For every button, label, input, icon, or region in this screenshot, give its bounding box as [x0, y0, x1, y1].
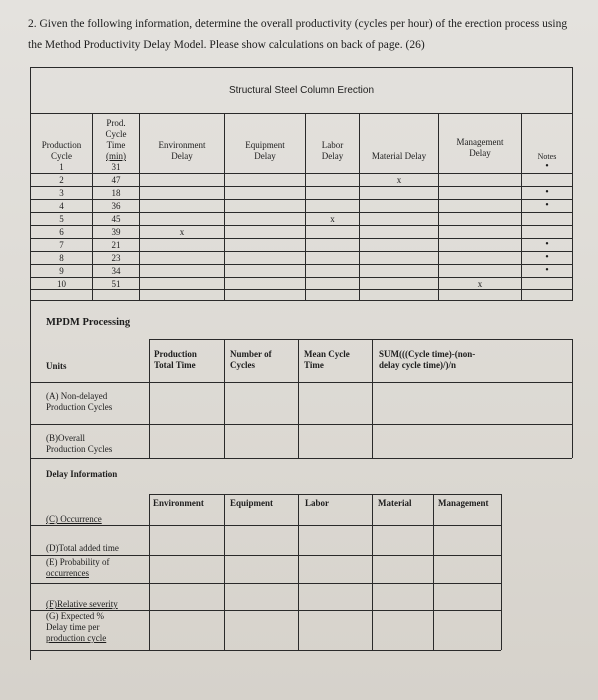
header-text: Production: [41, 140, 82, 150]
table-bottom-line: [30, 300, 573, 301]
mpdm-col-line: [372, 339, 373, 458]
mpdm-row-line: [30, 382, 572, 383]
cycle-time-cell: 45: [111, 214, 121, 224]
delay-header-environment: Environment: [153, 498, 204, 508]
header-text: Production: [154, 349, 197, 359]
header-text: Mean Cycle: [304, 349, 350, 359]
row-d-label: (D)Total added time: [46, 543, 119, 553]
header-equipment: [225, 140, 305, 162]
mpdm-header-sum: [379, 349, 475, 371]
cycle-number-cell: 9: [59, 266, 64, 276]
mpdm-header-top: [149, 339, 572, 340]
header-text: Delay: [469, 148, 491, 158]
delay-row-line: [30, 525, 501, 526]
delay-col-line: [298, 494, 299, 650]
label-text: Production Cycles: [46, 444, 113, 454]
management-delay-cell: x: [477, 279, 483, 289]
cycle-time-cell: 39: [111, 227, 121, 237]
cycle-time-cell: 31: [111, 162, 121, 172]
row-e-label: [46, 557, 110, 579]
cycle-time-cell: 21: [111, 240, 121, 250]
header-text: Environment: [158, 140, 206, 150]
table-top-border: [30, 67, 573, 68]
header-management: [439, 137, 521, 159]
mpdm-col-line: [149, 339, 150, 458]
question-text: 2. Given the following information, determine the overall productivity (cycles per hour) of the erection process using the Method Productivity Delay Model. Please show calculations on back of page. (26): [28, 18, 568, 51]
cycle-time-cell: 51: [111, 279, 121, 289]
header-material: [360, 151, 438, 162]
header-text: Cycle: [51, 151, 72, 161]
material-delay-cell: x: [396, 175, 402, 185]
row-a-label: [46, 391, 112, 413]
cycle-time-cell: 23: [111, 253, 121, 263]
cycle-time-cell: 47: [111, 175, 121, 185]
delay-header-labor: Labor: [305, 498, 330, 508]
cycle-number-cell: 3: [59, 188, 64, 198]
cycle-number-cell: 5: [59, 214, 64, 224]
mpdm-title: MPDM Processing: [46, 317, 131, 328]
label-text: production cycle: [46, 633, 107, 643]
header-text: Total Time: [154, 360, 196, 370]
delay-col-line: [372, 494, 373, 650]
label-text: Production Cycles: [46, 402, 113, 412]
cycle-time-cell: 18: [111, 188, 121, 198]
delay-col-line: [433, 494, 434, 650]
environment-delay-cell: x: [179, 227, 185, 237]
notes-cell: •: [545, 187, 549, 198]
delay-row-line: [30, 650, 501, 651]
label-text: (B)Overall: [46, 433, 85, 443]
header-text: Labor: [321, 140, 344, 150]
mpdm-col-line: [224, 339, 225, 458]
row-b-label: [46, 433, 112, 455]
mpdm-right-line: [572, 339, 573, 458]
header-production-cycle: [31, 140, 92, 162]
mpdm-row-line: [30, 458, 572, 459]
label-text: (E) Probability of: [46, 557, 110, 567]
table-right-border: [572, 67, 573, 300]
header-environment: [140, 140, 224, 162]
mpdm-header-production-total: [154, 349, 197, 371]
row-f-label: (F)Relative severity: [46, 599, 118, 609]
cycle-time-cell: 34: [111, 266, 121, 276]
mpdm-row-line: [30, 424, 572, 425]
header-text: (min): [106, 151, 126, 161]
header-text: Number of: [230, 349, 272, 359]
header-text: Prod.: [106, 118, 126, 128]
mpdm-header-number-cycles: [230, 349, 272, 371]
cycle-number-cell: 4: [59, 201, 64, 211]
header-text: Cycles: [230, 360, 255, 370]
mpdm-col-line: [298, 339, 299, 458]
header-text: Delay: [321, 151, 344, 161]
header-cycle-time: [93, 118, 139, 162]
notes-cell: •: [545, 161, 549, 172]
delay-header-management: Management: [438, 498, 489, 508]
label-text: occurrences: [46, 568, 89, 578]
table-title: Structural Steel Column Erection: [228, 85, 375, 96]
delay-row-line: [30, 555, 501, 556]
header-text: Cycle: [105, 129, 127, 139]
delay-col-line: [149, 494, 150, 650]
delay-col-line: [224, 494, 225, 650]
col-line: [359, 113, 360, 300]
notes-cell: •: [545, 252, 549, 263]
header-text: SUM(((Cycle time)-(non-: [379, 349, 476, 359]
notes-cell: •: [545, 265, 549, 276]
header-text: Material Delay: [371, 151, 427, 161]
notes-cell: •: [545, 200, 549, 211]
delay-header-top: [149, 494, 501, 495]
header-text: Time: [106, 140, 126, 150]
header-text: Time: [304, 360, 324, 370]
cycle-number-cell: 10: [57, 279, 66, 289]
cycle-number-cell: 1: [59, 162, 64, 172]
row-g-label: [46, 611, 106, 644]
cycle-number-cell: 7: [59, 240, 64, 250]
label-text: (G) Expected %: [46, 611, 104, 621]
label-text: Delay time per: [46, 622, 100, 632]
mpdm-header-mean-cycle: [304, 349, 350, 371]
labor-delay-cell: x: [330, 214, 335, 224]
units-label: Units: [46, 361, 67, 371]
header-text: Equipment: [245, 140, 285, 150]
header-labor: [306, 140, 359, 162]
title-bottom-line: [30, 113, 573, 114]
delay-header-equipment: Equipment: [230, 498, 274, 508]
header-text: Delay: [171, 151, 193, 161]
cycle-number-cell: 2: [59, 175, 64, 185]
delay-title: Delay Information: [46, 469, 118, 479]
header-text: delay cycle time)/)/n: [379, 360, 456, 370]
header-text: Delay: [254, 151, 276, 161]
cycle-number-cell: 8: [59, 253, 64, 263]
cycle-number-cell: 6: [59, 227, 64, 237]
row-c-label: (C) Occurrence: [46, 514, 102, 524]
label-text: (A) Non-delayed: [46, 391, 108, 401]
cycle-time-cell: 36: [111, 201, 121, 211]
delay-right-line: [501, 494, 502, 650]
notes-cell: •: [545, 239, 549, 250]
header-text: Notes: [537, 152, 557, 161]
header-text: Management: [456, 137, 504, 147]
delay-row-line: [30, 583, 501, 584]
delay-header-material: Material: [378, 498, 412, 508]
